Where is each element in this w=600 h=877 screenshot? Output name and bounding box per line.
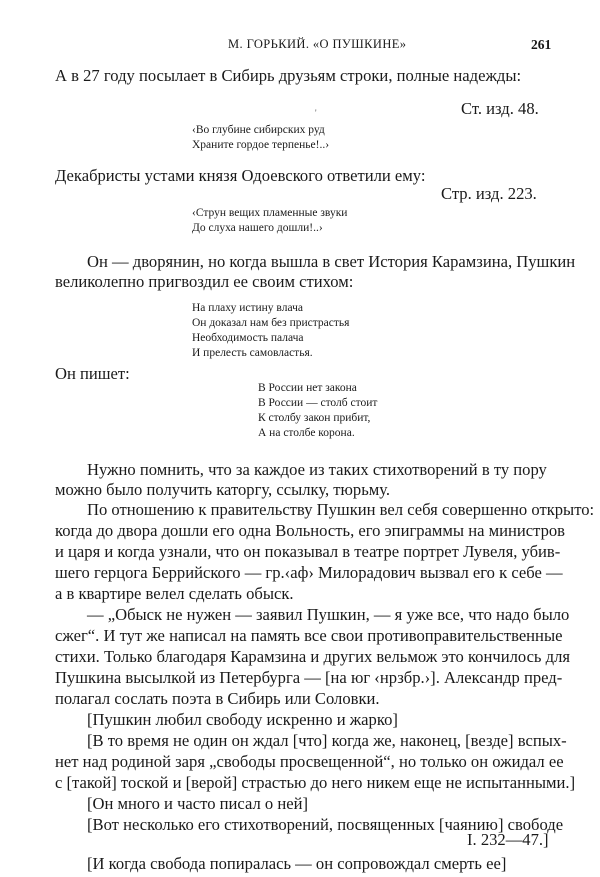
text-line: полагал сослать поэта в Сибирь или Соловки. bbox=[55, 689, 380, 708]
verse-line: ‹Струн вещих пламенные звуки bbox=[192, 207, 348, 219]
text-line: А в 27 году посылает в Сибирь друзьям строки, полные надежды: bbox=[55, 66, 522, 85]
text-line: а в квартире велел сделать обыск. bbox=[55, 584, 294, 603]
text-line: сжег“. И тут же написал на память все свои противоправительственные bbox=[55, 626, 563, 645]
text-line: стихи. Только благодаря Карамзина и других вельмож это кончилось для bbox=[55, 647, 571, 666]
text-line: великолепно пригвоздил ее своим стихом: bbox=[55, 272, 354, 291]
source-reference: I. 232—47.] bbox=[467, 830, 549, 849]
text-line: Он пишет: bbox=[55, 364, 130, 383]
verse-line: ‹Во глубине сибирских руд bbox=[192, 124, 325, 136]
source-reference: Ст. изд. 48. bbox=[461, 99, 539, 118]
source-reference: Стр. изд. 223. bbox=[441, 184, 537, 203]
verse-line: И прелесть самовластья. bbox=[192, 347, 313, 359]
text-line: Нужно помнить, что за каждое из таких стихотворений в ту пору bbox=[87, 460, 547, 479]
running-head: М. ГОРЬКИЙ. «О ПУШКИНЕ» bbox=[228, 37, 407, 51]
text-line: [Вот несколько его стихотворений, посвященных [чаянию] свободе bbox=[87, 815, 564, 834]
verse-line: Необходимость палача bbox=[192, 332, 304, 344]
text-line: — „Обыск не нужен — заявил Пушкин, — я уже все, что надо было bbox=[87, 605, 570, 624]
verse-line: К столбу закон прибит, bbox=[258, 412, 371, 424]
text-line: [Он много и часто писал о ней] bbox=[87, 794, 309, 813]
text-line: шего герцога Беррийского — гр.‹аф› Милорадович вызвал его к себе — bbox=[55, 563, 563, 582]
page-header bbox=[0, 37, 600, 57]
text-line: По отношению к правительству Пушкин вел себя совершенно открыто: bbox=[87, 500, 595, 519]
verse-line: В России нет закона bbox=[258, 382, 357, 394]
text-line: [В то время не один он ждал [что] когда же, наконец, [везде] вспых- bbox=[87, 731, 567, 750]
text-line: [Пушкин любил свободу искренно и жарко] bbox=[87, 710, 398, 729]
text-line: Пушкина высылкой из Петербурга — [на юг ‹нрзбр.›]. Александр пред- bbox=[55, 668, 563, 687]
verse-line: На плаху истину влача bbox=[192, 302, 303, 314]
verse-line: Он доказал нам без пристрастья bbox=[192, 317, 350, 329]
text-line: с [такой] тоской и [верой] страстью до него никем еще не испытанными.] bbox=[55, 773, 576, 792]
text-line: [И когда свобода попиралась — он сопровождал смерть ее] bbox=[87, 854, 507, 873]
text-line: можно было получить каторгу, ссылку, тюрьму. bbox=[55, 480, 391, 499]
text-line: Декабристы устами князя Одоевского ответили ему: bbox=[55, 166, 426, 185]
verse-line: В России — столб стоит bbox=[258, 397, 378, 409]
text-line: нет над родиной заря „свободы просвещенной“, но только он ожидал ее bbox=[55, 752, 564, 771]
verse-line: До слуха нашего дошли!..› bbox=[192, 222, 323, 234]
stray-mark: ' bbox=[315, 108, 317, 118]
text-line: и царя и когда узнали, что он показывал в театре портрет Лувеля, убив- bbox=[55, 542, 561, 561]
verse-line: Храните гордое терпенье!..› bbox=[192, 139, 330, 151]
text-line: Он — дворянин, но когда вышла в свет История Карамзина, Пушкин bbox=[87, 252, 576, 271]
verse-line: А на столбе корона. bbox=[258, 427, 355, 439]
page-number: 261 bbox=[531, 37, 552, 52]
text-line: когда до двора дошли его одна Вольность, его эпиграммы на министров bbox=[55, 521, 565, 540]
